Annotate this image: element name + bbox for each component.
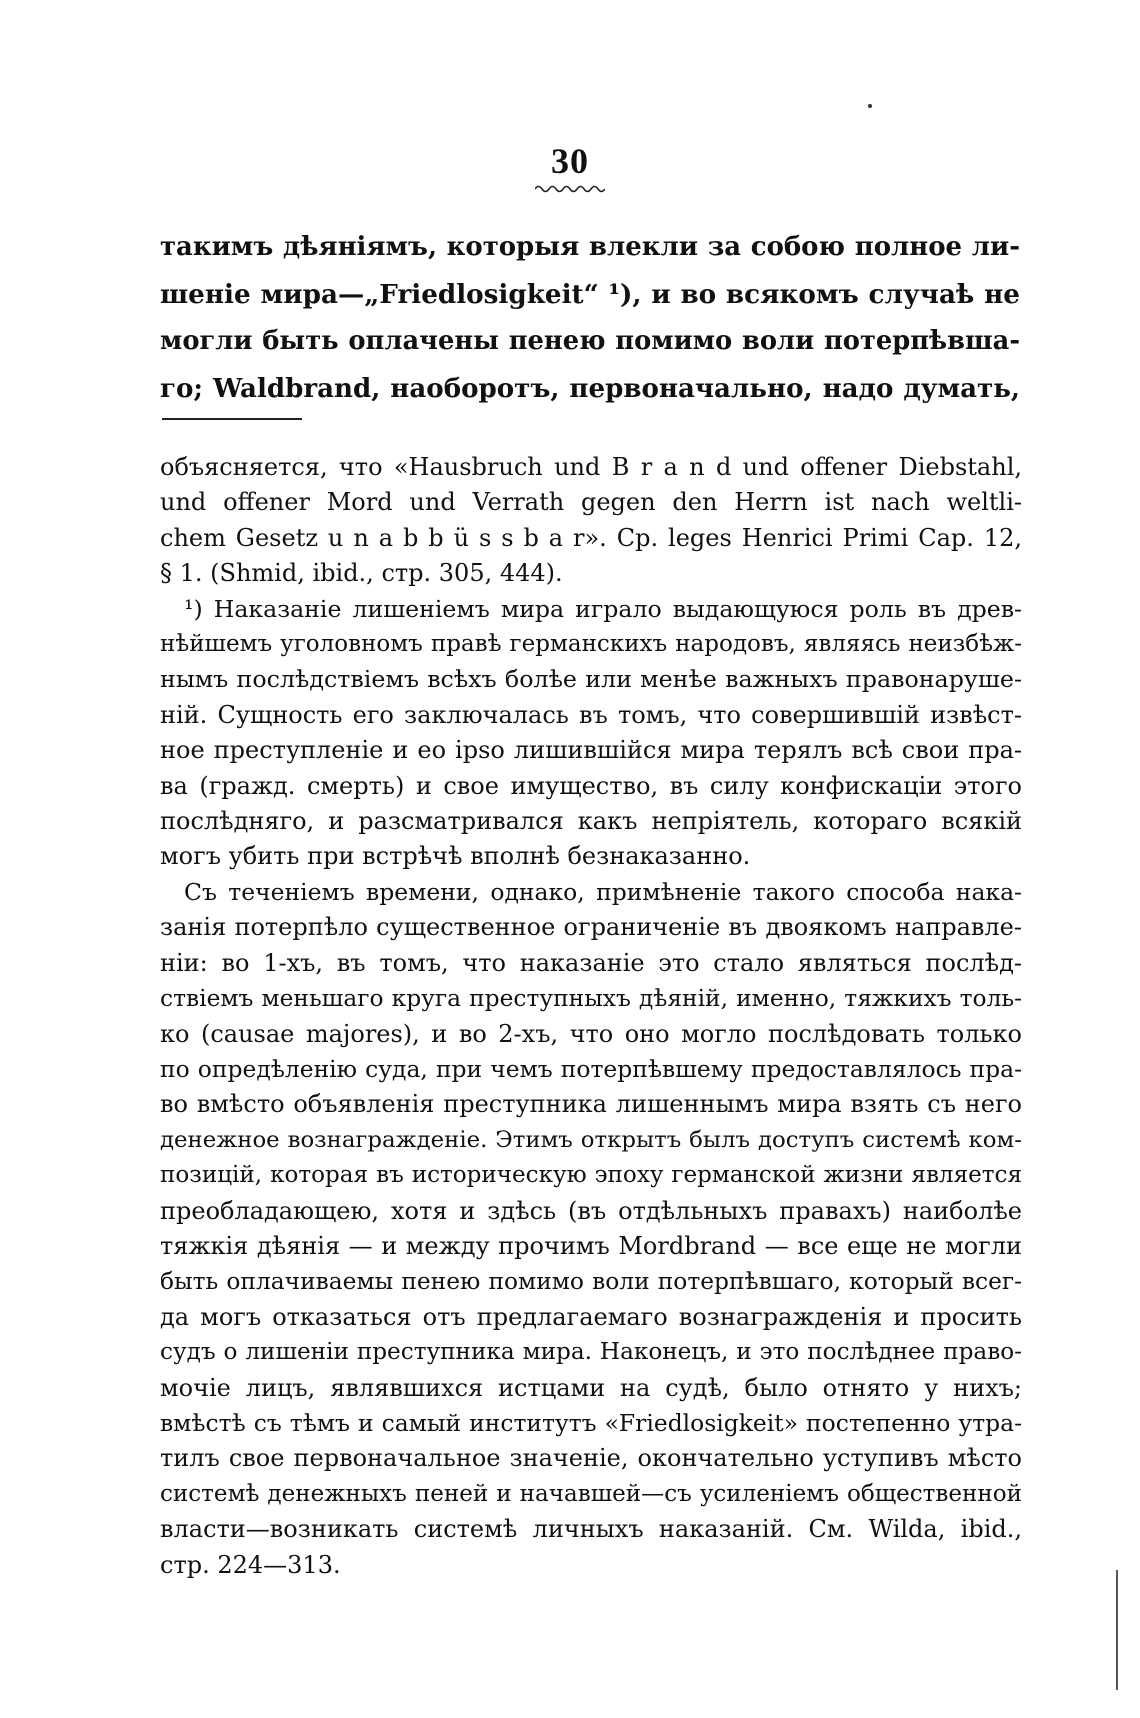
footnote-line: да могъ отказаться отъ предлагаемаго вознагражденія и просить — [160, 1302, 1022, 1331]
page-number: 30 — [551, 141, 589, 181]
footnote-line: chem Gesetz u n a b b ü s s b a r». Ср. leges Henrici Primi Cap. 12, — [160, 523, 1022, 552]
main-text-line: такимъ дѣяніямъ, которыя влекли за собою полное ли- — [160, 232, 1020, 262]
footnote-line: тяжкія дѣянія — и между прочимъ Mordbrand — все еще не могли — [160, 1231, 1022, 1260]
footnote-marker: ¹) — [184, 594, 203, 623]
footnote-line: § 1. (Shmid, ibid., стр. 305, 444). — [160, 559, 563, 588]
footnotes — [160, 450, 1022, 1583]
footnote-line: мочіе лицъ, являвшихся истцами на судѣ, было отнято у нихъ; — [160, 1373, 1022, 1402]
footnote-line: вмѣстѣ съ тѣмъ и самый институтъ «Friedlosigkeit» постепенно утра- — [160, 1408, 1022, 1437]
footnote-line: объясняется, что «Hausbruch und B r a n d und offener Diebstahl, — [160, 453, 1022, 481]
footnote-line: системѣ денежныхъ пеней и начавшей—съ усиленіемъ общественной — [160, 1480, 1022, 1507]
main-text-line: шеніе мира—„Friedlosigkeit“ ¹), и во всякомъ случаѣ не — [160, 279, 1020, 310]
footnote-line: преобладающею, хотя и здѣсь (въ отдѣльныхъ правахъ) наиболѣе — [160, 1196, 1022, 1225]
footnote-line: судъ о лишеніи преступника мира. Наконецъ, и это послѣднее право- — [160, 1339, 1022, 1366]
page-number-ornament — [535, 184, 605, 194]
footnote-line: ное преступленіе и eo ipso лишившійся мира терялъ всѣ свои пра- — [160, 736, 1022, 765]
footnote-line: тилъ свое первоначальное значеніе, окончательно уступивъ мѣсто — [160, 1444, 1022, 1473]
footnote-line: быть оплачиваемы пенею помимо воли потерпѣвшаго, который всег- — [160, 1267, 1022, 1296]
footnote-line: Съ теченіемъ времени, однако, примѣненіе такого способа нака- — [184, 877, 1022, 906]
footnote-line: ко (causae majores), и во 2-хъ, что оно могло послѣдовать только — [160, 1019, 1022, 1048]
footnote-1-first-line — [160, 592, 1022, 627]
main-text-line: могли быть оплачены пенею помимо воли потерпѣвша- — [160, 326, 1020, 356]
footnote-line: ва (гражд. смерть) и свое имущество, въ силу конфискаціи этого — [160, 771, 1022, 800]
footnote-line: нѣйшемъ уголовномъ правѣ германскихъ народовъ, являясь неизбѣж- — [160, 631, 1022, 658]
footnote-line: позицій, которая въ историческую эпоху германской жизни является — [160, 1162, 1022, 1189]
footnote-divider — [162, 418, 302, 420]
footnote-line: по опредѣленію суда, при чемъ потерпѣвшему предоставлялось пра- — [160, 1054, 1022, 1083]
scan-edge-mark — [1116, 1570, 1118, 1690]
footnote-line: могъ убить при встрѣчѣ вполнѣ безнаказанно. — [160, 842, 751, 871]
footnote-line: послѣдняго, и разсматривался какъ непріятель, котораго всякій — [160, 807, 1022, 836]
main-paragraph — [160, 224, 1020, 412]
footnote-line: und offener Mord und Verrath gegen den Herrn ist nach weltli- — [160, 488, 1022, 517]
footnote-line: ніи: во 1-хъ, въ томъ, что наказаніе это стало являться послѣд- — [160, 948, 1022, 977]
footnote-line: денежное вознагражденіе. Этимъ открытъ былъ доступъ системѣ ком- — [160, 1126, 1022, 1153]
footnote-line: занія потерпѣло существенное ограниченіе въ двоякомъ направле- — [160, 913, 1022, 942]
footnote-line: во вмѣсто объявленія преступника лишеннымъ мира взять съ него — [160, 1090, 1022, 1119]
footnote-line: нымъ послѣдствіемъ всѣхъ болѣе или менѣе важныхъ правонаруше- — [160, 665, 1022, 694]
footnote-line: стр. 224—313. — [160, 1550, 341, 1579]
main-text-line: го; Waldbrand, наоборотъ, первоначально, надо думать, — [160, 373, 1020, 404]
footnote-line: власти—возникать системѣ личныхъ наказаній. См. Wilda, ibid., — [160, 1515, 1022, 1544]
footnote-1-text: Наказаніе лишеніемъ мира играло выдающуюся роль въ древ- — [213, 594, 1022, 623]
footnote-line: ній. Сущность его заключалась въ томъ, что совершившій извѣст- — [160, 700, 1022, 729]
margin-speck — [868, 104, 872, 108]
footnote-line: ствіемъ меньшаго круга преступныхъ дѣяній, именно, тяжкихъ толь- — [160, 984, 1022, 1013]
